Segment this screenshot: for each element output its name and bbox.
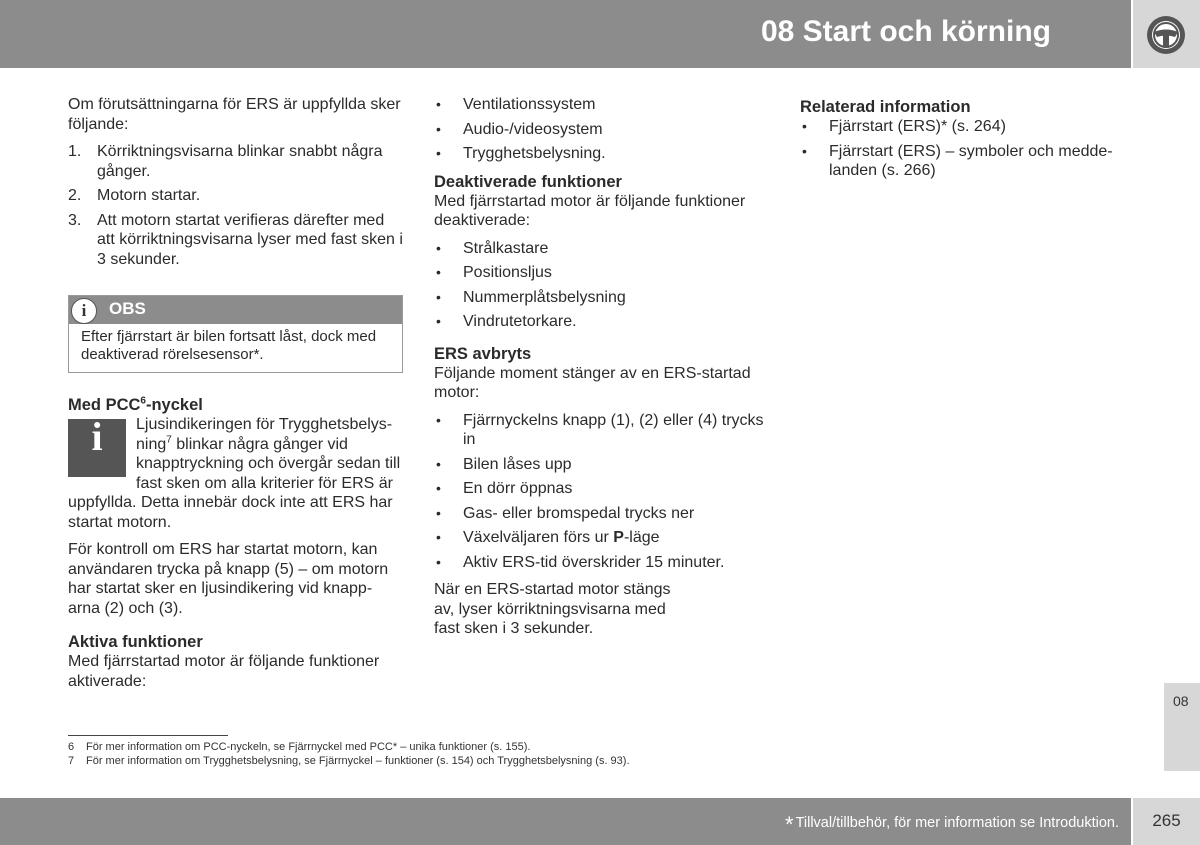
ers-abort-list bbox=[434, 411, 769, 573]
list-item: • Gas- eller bromspedal trycks ner bbox=[436, 504, 695, 522]
pcc-text: Ljusindikeringen för Trygghetsbelys-ning$^7$ blinkar några gånger vid knapptryckning och övergår sedan till fast sken om alla kriterier för ERS är uppfyllda. Detta innebär dock inte att ERS har startat motorn. bbox=[68, 416, 401, 531]
deactivated-list bbox=[434, 239, 769, 332]
list-item: • Positionsljus bbox=[436, 264, 552, 281]
footnote-divider bbox=[68, 735, 228, 736]
active-functions-text: Med fjärrstartad motor är följande funktioner aktiverade: bbox=[68, 653, 380, 690]
list-item: • Audio-/videosystem bbox=[436, 120, 603, 138]
related-info-list bbox=[800, 117, 1135, 181]
list-item: • Aktiv ERS-tid överskrider 15 minuter. bbox=[436, 553, 725, 571]
list-item: 3. Att motorn startat verifieras därefter med att körriktningsvisarna lyser med fast sken i 3 sekunder. bbox=[68, 211, 403, 268]
pcc-text-2: För kontroll om ERS har startat motorn, kan användaren trycka på knapp (5) – om motorn har startat sker en ljusindikering vid knapp-arna (2) och (3). bbox=[68, 541, 389, 617]
related-link[interactable]: • Fjärrstart (ERS)* (s. 264) bbox=[802, 118, 1006, 135]
page-number-box bbox=[1133, 798, 1200, 845]
list-item: 1. Körriktningsvisarna blinkar snabbt några gånger. bbox=[68, 143, 383, 180]
column-2 bbox=[434, 95, 769, 647]
column-1 bbox=[68, 95, 403, 699]
list-item: • Ventilationssystem bbox=[436, 96, 596, 113]
steering-wheel-icon bbox=[1145, 14, 1187, 56]
list-item: • Nummerplåtsbelysning bbox=[436, 288, 626, 306]
list-item: • Strålkastare bbox=[436, 239, 549, 257]
footer-bar bbox=[0, 798, 1131, 845]
column-3 bbox=[800, 97, 1135, 189]
footnote: 7 För mer information om Trygghetsbelysning, se Fjärrnyckel – funktioner (s. 154) och Trygghetsbelysning (s. 93). bbox=[68, 755, 630, 767]
ers-abort-text: Följande moment stänger av en ERS-startad motor: bbox=[434, 364, 751, 401]
list-item: 2. Motorn startar. bbox=[68, 187, 201, 204]
footnotes bbox=[68, 740, 630, 768]
chapter-title: 08 Start och körning bbox=[760, 15, 1051, 48]
related-link[interactable]: • Fjärrstart (ERS) – symboler och medde-landen (s. 266) bbox=[802, 142, 1113, 179]
deactivated-heading: Deaktiverade funktioner bbox=[434, 172, 622, 191]
active-functions-heading: Aktiva funktioner bbox=[68, 633, 203, 651]
pcc-heading: Med PCC$^6$-nyckel bbox=[68, 395, 203, 414]
note-text: Efter fjärrstart är bilen fortsatt låst, dock med deaktiverad rörelsesensor*. bbox=[81, 328, 377, 363]
ers-abort-heading: ERS avbryts bbox=[434, 344, 532, 363]
chapter-icon-box bbox=[1133, 0, 1200, 68]
note-box bbox=[68, 295, 403, 373]
info-square-icon: i bbox=[68, 419, 126, 477]
list-item: • Växelväljaren förs ur P-läge bbox=[436, 529, 660, 546]
footnote: 6 För mer information om PCC-nyckeln, se Fjärrnyckel med PCC* – unika funktioner (s. 155). bbox=[68, 741, 531, 753]
list-item: • En dörr öppnas bbox=[436, 480, 573, 497]
page-number: 265 bbox=[1152, 811, 1181, 830]
ers-abort-closing: När en ERS-startad motor stängs av, lyser körriktningsvisarna med fast sken i 3 sekunder. bbox=[434, 581, 671, 637]
deactivated-text: Med fjärrstartad motor är följande funktioner deaktiverade: bbox=[434, 192, 746, 229]
active-functions-list bbox=[434, 95, 769, 164]
chapter-tab bbox=[1164, 683, 1200, 771]
info-circle-icon: i bbox=[71, 298, 97, 324]
list-item: • Fjärrnyckelns knapp (1), (2) eller (4) trycks in bbox=[436, 411, 764, 448]
list-item: • Vindrutetorkare. bbox=[436, 313, 577, 330]
list-item: • Bilen låses upp bbox=[436, 455, 572, 473]
intro-text: Om förutsättningarna för ERS är uppfyllda sker följande: bbox=[68, 96, 401, 133]
list-item: • Trygghetsbelysning. bbox=[436, 145, 606, 162]
ers-steps-list bbox=[68, 142, 403, 269]
footer-note: * Tillval/tillbehör, för mer information se Introduktion. bbox=[785, 812, 1119, 837]
related-info-heading: Relaterad information bbox=[800, 98, 971, 116]
note-header bbox=[69, 296, 402, 324]
chapter-tab-label: 08 bbox=[1173, 693, 1189, 709]
header-bar bbox=[0, 0, 1131, 68]
note-label: OBS bbox=[109, 299, 146, 318]
